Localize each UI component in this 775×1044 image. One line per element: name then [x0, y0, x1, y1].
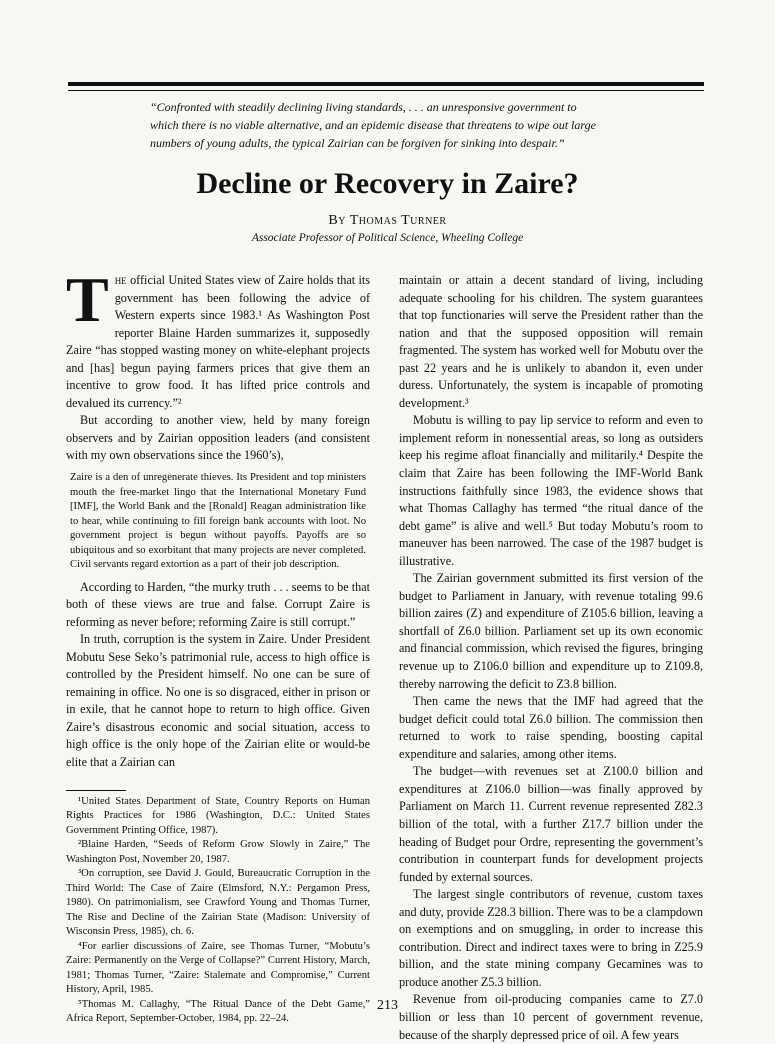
paragraph: The budget—with revenues set at Z100.0 billion and expenditures at Z106.0 billion—was finally approved by Parliament on March 11. Current revenue represented Z82.3 billion of the total, with a further Z17.7 billion under the heading of Budget pour Ordre, representing the government’s contribution in counterpart funds for development projects funded by external sources. — [399, 764, 703, 884]
paragraph: maintain or attain a decent standard of living, including adequate schooling for his children. The system guarantees that top functionaries will serve the President rather than the nation and that the supposed opposition will remain fragmented. The system has worked well for Mobutu over the past 22 years and he is unlikely to abandon it, even under duress. Unfortunately, the system is incapable of promoting development.³ — [399, 273, 703, 410]
epigraph-line: which there is no viable alternative, and an epidemic disease that threatens to wipe out large — [150, 118, 596, 132]
paragraph: In truth, corruption is the system in Zaire. Under President Mobutu Sese Seko’s patrimonial rule, access to high office is controlled by the President himself. No one can be sure of remaining in office. No one is so disgraced, either in prison or in exile, that he cannot hope to return to high office. Given Zaire’s disastrous economic and social situation, access to high office is the only hope of the Zairian elite or would-be elite that a Zairian can — [66, 632, 370, 769]
paragraph: The largest single contributors of revenue, custom taxes and duty, provide Z28.3 billion. There was to be a clampdown on exemptions and on smuggling, in order to increase this contribution. Direct and indirect taxes were to bring in Z25.9 billion, and the state mining company Gecamines was to produce another Z5.3 billion. — [399, 887, 703, 989]
footnote: ¹United States Department of State, Country Reports on Human Rights Practices for 1986 (Washington, D.C.: United States Government Printing Office, 1987). — [66, 795, 370, 836]
top-rule-thin — [68, 90, 704, 91]
article-title: Decline or Recovery in Zaire? — [196, 167, 579, 200]
footnote: ²Blaine Harden, “Seeds of Reform Grow Slowly in Zaire,” The Washington Post, November 20, 1987. — [66, 839, 370, 865]
paragraph: Mobutu is willing to pay lip service to reform and even to implement reform in nonessential areas, so long as outsiders keep his regime afloat financially and militarily.⁴ Despite the claim that Zaire has been following the IMF-World Bank instructions faithfully since 1983, the evidence shows that what Thomas Callaghy has termed “the ritual dance of the debt game” is alive and well.⁵ But today Mobutu’s room to maneuver has been narrowed. The case of the 1987 budget is illustrative. — [399, 413, 703, 568]
paragraph: But according to another view, held by many foreign observers and by Zairian opposition leaders (and consistent with my own observations since the 1960’s), — [66, 413, 370, 463]
epigraph-line: numbers of young adults, the typical Zairian can be forgiven for sinking into despair.” — [150, 136, 565, 150]
epigraph — [150, 98, 630, 152]
paragraph: According to Harden, “the murky truth . . . seems to be that both of these views are true and false. Corrupt Zaire is reforming as never before; reforming Zaire is still corrupt.” — [66, 579, 370, 629]
top-rule-thick — [68, 82, 704, 86]
paragraph: The Zairian government submitted its first version of the budget to Parliament in January, with revenue totaling 99.6 billion zaires (Z) and expenditure of Z105.6 billion, leaving a shortfall of Z6.0 billion. Parliament set up its own economic and financial commission, which revised the figures, bringing revenue up to Z106.0 billion and expenditure up to Z109.8, thereby narrowing the deficit to Z3.8 billion. — [399, 571, 703, 691]
footnotes — [66, 795, 370, 1027]
paragraph: Then came the news that the IMF had agreed that the budget deficit could total Z6.0 billion. The commission then returned to work to raise spending, boosting capital expenditure and salaries, among other items. — [399, 694, 703, 761]
footnote-rule — [66, 790, 126, 791]
page-number: 213 — [377, 998, 398, 1013]
right-column — [399, 272, 703, 1044]
footnote: ³On corruption, see David J. Gould, Bureaucratic Corruption in the Third World: The Case of Zaire (Elmsford, N.Y.: Pergamon Press, 1980). On patrimonialism, see Crawford Young and Thomas Turner, The Rise and Decline of the Zairian State (Madison: University of Wisconsin Press, 1985), ch. 6. — [66, 868, 370, 938]
drop-cap: T — [66, 264, 109, 335]
paragraph-text: official United States view of Zaire holds that its government has been following the advice of Western experts since 1983.¹ As Washington Post reporter Blaine Harden summarizes it, supposedly Zaire “has stopped wasting money on white-elephant projects and [has] begun paying farmers prices that give them an incentive to grow food. It has lifted price controls and devalued its currency.”² — [66, 273, 370, 410]
epigraph-line: “Confronted with steadily declining living standards, . . . an unresponsive government to — [150, 100, 577, 114]
byline: By Thomas Turner — [328, 213, 447, 228]
lead-word: he — [114, 273, 127, 287]
left-column — [66, 264, 370, 1027]
footnote: ⁵Thomas M. Callaghy, “The Ritual Dance of the Debt Game,” Africa Report, September-October, 1984, pp. 22–24. — [66, 998, 370, 1025]
author-affiliation: Associate Professor of Political Science, Wheeling College — [251, 232, 524, 244]
footnote: ⁴For earlier discussions of Zaire, see Thomas Turner, “Mobutu’s Zaire: Permanently on the Verge of Collapse?” Current History, March, 1981; Thomas Turner, “Zaire: Stalemate and Compromise,” Current History, April, 1985. — [66, 940, 370, 996]
paragraph: Revenue from oil-producing companies came to Z7.0 billion or less than 10 percent of government revenue, because of the sharply depressed price of oil. A few years — [399, 992, 703, 1042]
paragraph — [66, 264, 370, 412]
block-quote: Zaire is a den of unregenerate thieves. Its President and top ministers mouth the free-market lingo that the International Monetary Fund [IMF], the World Bank and the [Ronald] Reagan administration like to hear, while continuing to fill foreign bank accounts with loot. No government project is begun without payoffs. Payoffs are so ubiquitous and so exorbitant that many projects are never completed. Civil servants regard extortion as a part of their job description. — [70, 472, 366, 571]
